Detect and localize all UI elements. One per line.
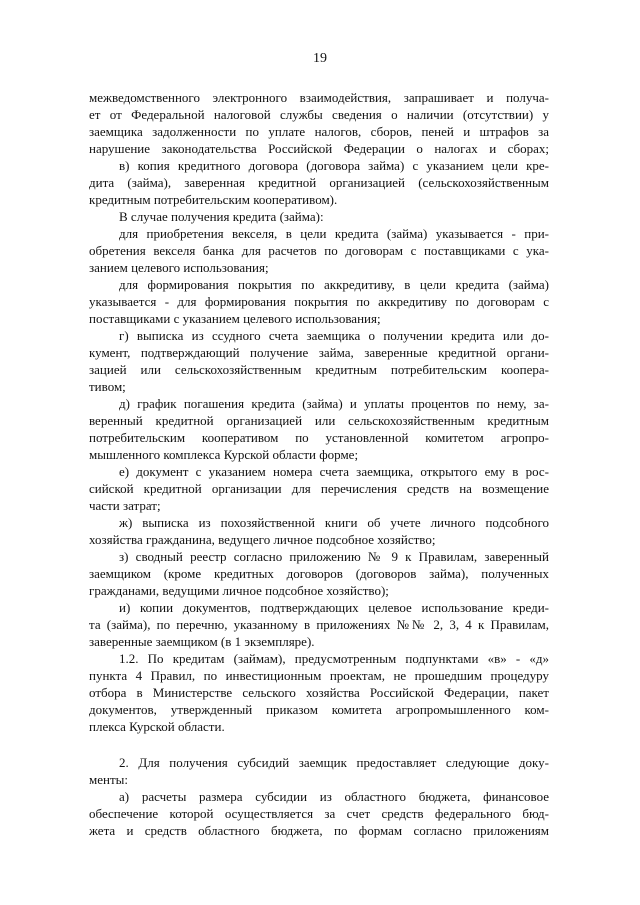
text-line: зацией или сельскохозяйственным кредитным потребительским коопера- xyxy=(89,362,549,377)
text-line: пункта 4 Правил, по инвестиционным проектам, не прошедшим процедуру xyxy=(89,668,549,683)
text-line: документов, утвержденный приказом комитета агропромышленного ком- xyxy=(89,702,549,717)
text-line: сийской кредитной организации для перечисления средств на возмещение xyxy=(89,481,549,496)
text-line: та (займа), по перечню, указанному в приложениях №№ 2, 3, 4 к Правилам, xyxy=(89,617,549,632)
text-line: части затрат; xyxy=(89,498,161,513)
text-line: кредитным потребительским кооперативом). xyxy=(89,192,338,207)
text-line: поставщиками с указанием целевого использования; xyxy=(89,311,381,326)
text-line: ж) выписка из похозяйственной книги об учете личного подсобного xyxy=(119,515,549,530)
text-line: е) документ с указанием номера счета заемщика, открытого ему в рос- xyxy=(119,464,549,479)
text-line: г) выписка из ссудного счета заемщика о получении кредита или до- xyxy=(119,328,549,343)
text-line: хозяйства гражданина, ведущего личное подсобное хозяйство; xyxy=(89,532,436,547)
text-line: в) копия кредитного договора (договора займа) с указанием цели кре- xyxy=(119,158,549,173)
text-line: отбора в Министерстве сельского хозяйства Российской Федерации, пакет xyxy=(89,685,549,700)
text-line: для приобретения векселя, в цели кредита (займа) указывается - при- xyxy=(119,226,549,241)
text-line: В случае получения кредита (займа): xyxy=(119,209,324,224)
text-line: тивом; xyxy=(89,379,126,394)
text-line: ет от Федеральной налоговой службы сведения о наличии (отсутствии) у xyxy=(89,107,549,122)
text-line: мышленного комплекса Курской области форме; xyxy=(89,447,359,462)
text-line: д) график погашения кредита (займа) и уплаты процентов по нему, за- xyxy=(119,396,549,411)
text-line: и) копии документов, подтверждающих целевое использование креди- xyxy=(119,600,549,615)
text-line: заемщика задолженности по уплате налогов, сборов, пеней и штрафов за xyxy=(89,124,549,139)
text-line: заверенные заемщиком (в 1 экземпляре). xyxy=(89,634,315,649)
text-line: указывается - для формирования покрытия по аккредитиву по договорам с xyxy=(89,294,549,309)
text-line: дита (займа), заверенная кредитной организацией (сельскохозяйственным xyxy=(89,175,549,190)
text-line: обеспечение которой осуществляется за счет средств федерального бюд- xyxy=(89,806,549,821)
text-line: потребительским кооперативом по установленной комитетом агропро- xyxy=(89,430,549,445)
text-line: занием целевого использования; xyxy=(89,260,269,275)
text-line: обретения векселя банка для расчетов по договорам с поставщиками с ука- xyxy=(89,243,549,258)
text-line: нарушение законодательства Российской Федерации о налогах и сборах; xyxy=(89,141,549,156)
text-line: з) сводный реестр согласно приложению № 9 к Правилам, заверенный xyxy=(119,549,549,564)
text-line: а) расчеты размера субсидии из областного бюджета, финансовое xyxy=(119,789,549,804)
text-line: веренный кредитной организацией или сельскохозяйственным кредитным xyxy=(89,413,549,428)
text-line: кумент, подтверждающий получение займа, заверенные кредитной органи- xyxy=(89,345,549,360)
text-line: гражданами, ведущими личное подсобное хозяйство); xyxy=(89,583,389,598)
text-line: 1.2. По кредитам (займам), предусмотренным подпунктами «в» - «д» xyxy=(119,651,549,666)
text-line: 2. Для получения субсидий заемщик предоставляет следующие доку- xyxy=(119,755,549,770)
page-number: 19 xyxy=(313,51,327,66)
text-line: для формирования покрытия по аккредитиву, в цели кредита (займа) xyxy=(119,277,549,292)
text-line: плекса Курской области. xyxy=(89,719,225,734)
text-line: жета и средств областного бюджета, по формам согласно приложениям xyxy=(89,823,549,838)
text-line: заемщиком (кроме кредитных договоров (договоров займа), полученных xyxy=(89,566,549,581)
text-line: менты: xyxy=(89,772,128,787)
text-line: межведомственного электронного взаимодействия, запрашивает и получа- xyxy=(89,90,549,105)
